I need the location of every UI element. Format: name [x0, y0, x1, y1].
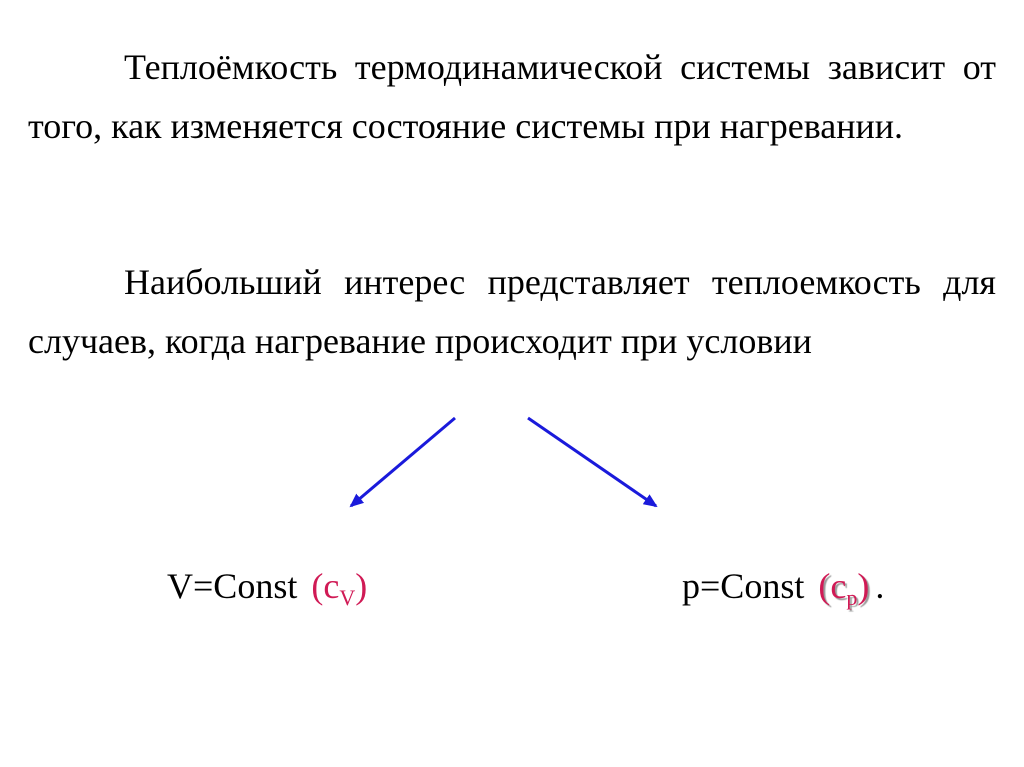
close-paren: ): [857, 566, 870, 606]
arrow-right: [528, 418, 656, 506]
heat-capacity-cv: [311, 566, 368, 610]
trailing-period: .: [875, 566, 885, 606]
subscript-p: p: [846, 585, 858, 610]
open-paren: (: [311, 566, 324, 606]
symbol-c: c: [323, 566, 340, 606]
condition-constant-pressure: p=Const: [682, 566, 805, 606]
subscript-v: V: [339, 585, 356, 610]
condition-constant-volume: V=Const: [167, 566, 298, 606]
symbol-c: c: [830, 566, 847, 606]
arrow-left: [351, 418, 455, 506]
heat-capacity-cp: [818, 566, 870, 610]
formula-constant-pressure: [682, 565, 884, 611]
formula-constant-volume: [167, 565, 367, 611]
paragraph-greatest-interest: Наибольший интерес представляет теплоемкость для случаев, когда нагревание происходит при условии: [28, 262, 996, 361]
close-paren: ): [355, 566, 368, 606]
open-paren: (: [818, 566, 831, 606]
paragraph-heat-capacity-dependence: Теплоёмкость термодинамической системы зависит от того, как изменяется состояние системы при нагревании.: [28, 47, 996, 146]
